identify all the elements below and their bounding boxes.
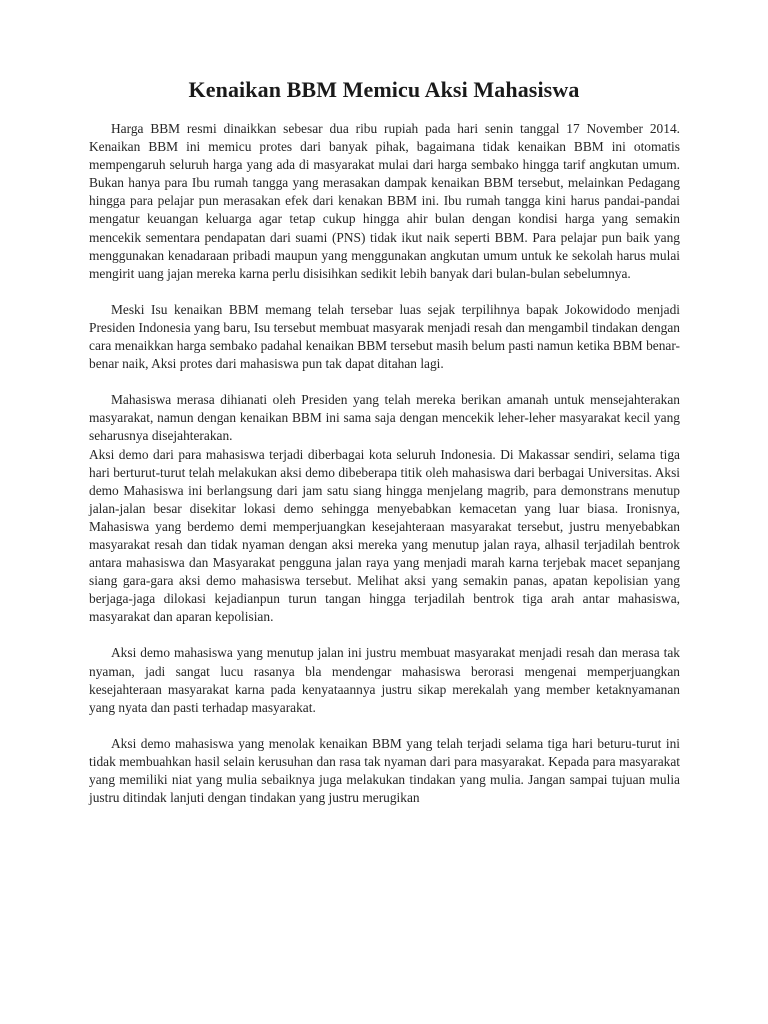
paragraph-5: Aksi demo mahasiswa yang menutup jalan ini justru membuat masyarakat menjadi resah dan merasa tak nyaman, jadi sangat lucu rasanya bla mendengar mahasiswa berorasi mengenai memperjuangkan kesejahteraan masyarakat karna pada kenyataannya justru sikap merekalah yang member ketaknyamanan yang nyata dan pasti terhadap masyarakat.	[89, 645, 680, 715]
paragraph-4: Aksi demo dari para mahasiswa terjadi diberbagai kota seluruh Indonesia. Di Makassar sendiri, selama tiga hari berturut-turut telah melakukan aksi demo dibeberapa titik oleh mahasiswa dari berbagai Universitas. Aksi demo Mahasiswa ini berlangsung dari jam satu siang hingga menjelang magrib, para demonstrans menutup jalan-jalan besar disekitar lokasi demo sehingga menyebabkan kemacetan yang luar biasa. Ironisnya, Mahasiswa yang berdemo demi memperjuangkan kesejahteraan masyarakat tersebut, justru menyebabkan masyarakat resah dan tidak nyaman dengan aksi mereka yang menutup jalan raya, alhasil terjadilah bentrok antara mahasiswa dan Masyarakat pengguna jalan raya yang menjadi marah karna terjebak macet sepanjang siang gara-gara aksi demo mahasiswa tersebut. Melihat aksi yang semakin panas, apatan kepolisian yang berjaga-jaga dilokasi kejadianpun turun tangan hingga terjadilah bentrok tiga arah antar mahasiswa, masyarakat dan aparan kepolisian.	[89, 446, 680, 625]
paragraph-1: Harga BBM resmi dinaikkan sebesar dua ribu rupiah pada hari senin tanggal 17 November 2014. Kenaikan BBM ini memicu protes dari banyak pihak, bagaimana tidak kenaikan BBM ini otomatis mempengaruh seluruh harga yang ada di masyarakat mulai dari harga sembako hingga tarif angkutan umum. Bukan hanya para Ibu rumah tangga yang merasakan dampak kenaikan BBM tersebut, melainkan Pedagang hingga para pelajar pun merasakan efek dari kenakan BBM ini. Ibu rumah tangga kini harus pandai-pandai mengatur keuangan keluarga agar tetap cukup hingga ahir bulan dengan kondisi harga yang semakin mencekik sementara pendapatan dari suami (PNS) tidak ikut naik seperti BBM. Para pelajar pun baik yang menggunakan kenadaraan pribadi maupun yang menggunakan angkutan umum untuk ke sekolah harus mulai mengirit uang jajan mereka karna perlu disisihkan sedikit lebih banyak dari bulan-bulan sebelumnya.	[89, 121, 680, 281]
paragraph-2: Meski Isu kenaikan BBM memang telah tersebar luas sejak terpilihnya bapak Jokowidodo menjadi Presiden Indonesia yang baru, Isu tersebut membuat masyarak menjadi resah dan mengambil tindakan dengan cara menaikkan harga sembako padahal kenaikan BBM tersebut masih belum pasti namun ketika BBM benar-benar naik, Aksi protes dari mahasiswa pun tak dapat ditahan lagi.	[89, 301, 680, 372]
document-title: Kenaikan BBM Memicu Aksi Mahasiswa	[188, 77, 580, 102]
paragraph-3: Mahasiswa merasa dihianati oleh Presiden yang telah mereka berikan amanah untuk mensejahterakan masyarakat, namun dengan kenaikan BBM ini sama saja dengan mencekik leher-leher masyarakat kecil yang seharusnya disejahterakan.	[89, 392, 680, 444]
paragraph-6: Aksi demo mahasiswa yang menolak kenaikan BBM yang telah terjadi selama tiga hari beturu-turut ini tidak membuahkan hasil selain kerusuhan dan rasa tak nyaman dari para masyarakat. Kepada para masyarakat yang memiliki niat yang mulia sebaiknya juga melakukan tindakan yang mulia. Jangan sampai tujuan mulia justru ditindak lanjuti dengan tindakan yang justru merugikan	[89, 735, 680, 806]
document-body	[89, 120, 680, 807]
